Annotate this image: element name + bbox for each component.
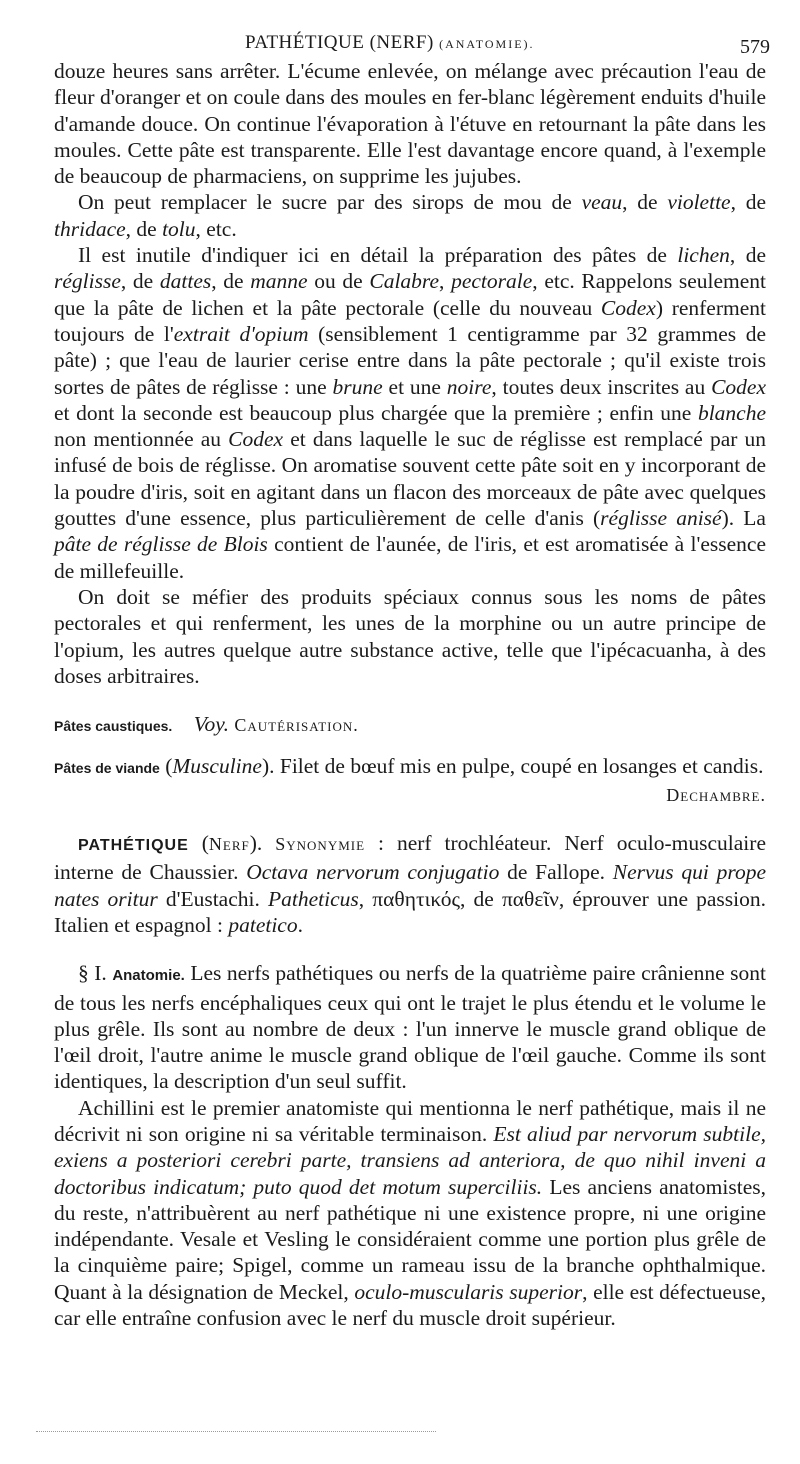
page-number: 579 (740, 36, 770, 58)
subentry-pates-viande (54, 753, 766, 781)
italic-term: Nervus qui prope nates oritur (54, 860, 766, 911)
italic-term: veau (581, 190, 623, 215)
running-title (245, 32, 535, 54)
text-run: , toutes deux inscrites au (491, 374, 712, 399)
text-run: , παθητικός, de παθεῖν, éprouver une passion. Italien et espagnol : (54, 886, 766, 937)
italic-term: dattes (159, 269, 212, 294)
text-run: , elle est défectueuse, car elle entraîne confusion avec le nerf du muscle droit supérieur. (54, 1279, 766, 1331)
italic-term: patetico (228, 912, 298, 937)
italic-term: Codex (228, 427, 284, 452)
italic-term: Codex (711, 374, 766, 399)
text-run: et dans laquelle le suc de réglisse est remplacé par un infusé de bois de réglisse. On aromatise souvent cette pâte soit en y incorporant de la poudre d'iris, soit en agitant dans un flacon des morceaux de pâte avec quelques gouttes d'une essence, plus particulièrement de celle d'anis ( (54, 427, 767, 531)
text-run: On peut remplacer le sucre par des sirops de mou de (78, 190, 582, 215)
text-run: Les nerfs pathétiques ou nerfs de la quatrième paire crânienne sont de tous les nerfs encéphaliques ceux qui ont le trajet le plus étendu et le volume le plus grêle. Ils sont au nombre de deux : l'un innerve le muscle grand oblique de l'œil droit, l'autre anime le muscle grand oblique de l'œil gauche. Comme ils sont identiques, la description d'un seul suffit. (54, 961, 766, 1094)
subentry-heading: Pâtes caustiques. (54, 718, 173, 735)
paragraph-achillini (54, 1095, 766, 1332)
italic-term: lichen (677, 243, 730, 268)
text-run: Filet de bœuf mis en pulpe, coupé en losanges et candis. (279, 754, 764, 779)
italic-term: blanche (697, 400, 766, 425)
bottom-dotted-rule (36, 1431, 436, 1433)
text-run: (sensiblement 1 centigramme par 32 grammes de pâte) ; que l'eau de laurier cerise entre dans la pâte pectorale ; qu'il existe trois sortes de pâtes de réglisse : une (54, 321, 766, 399)
text-run: et une (382, 374, 447, 399)
text-run: Les anciens anatomistes, du reste, n'attribuèrent au nerf pathétique ni une existence propre, ni une origine indépendante. Vesale et Vesling le considéraient comme une portion plus grêle de la cinquième paire; Spigel, comme un rameau issu de la branche ophthalmique. Quant à la désignation de Meckel, (54, 1174, 766, 1304)
running-header (60, 30, 770, 60)
text-run: . (297, 912, 303, 937)
italic-term: pâte de réglisse de Blois (54, 532, 268, 557)
text-run: ( (188, 831, 209, 856)
section-number: § I. (78, 961, 113, 986)
text-run: Il est inutile d'indiquer ici en détail la préparation des pâtes de (78, 243, 678, 268)
italic-term: Codex (600, 295, 656, 320)
text-run: ou de (307, 269, 370, 294)
italic-term: pectorale (451, 269, 533, 294)
entry-pathetique (54, 830, 766, 938)
see-also-label: Voy. (193, 712, 230, 737)
italic-term: extrait d'opium (173, 321, 309, 346)
italic-term: noire (446, 374, 492, 399)
text-run: , de (120, 269, 160, 294)
text-run: , de (730, 190, 767, 215)
author-signature: Dechambre. (666, 784, 766, 805)
text-run: , de (211, 269, 251, 294)
text-run: , de (729, 243, 766, 268)
text-run: ). (261, 754, 280, 779)
section-heading: Anatomie. (112, 967, 185, 985)
subentry-heading: Pâtes de viande (54, 760, 160, 777)
italic-term: Patheticus (268, 886, 359, 911)
text-run: ( (159, 754, 173, 779)
running-title-main: PATHÉTIQUE (NERF) (245, 32, 434, 53)
paragraph-pates-varietes (54, 242, 766, 584)
text-run: , etc. (195, 216, 237, 241)
text-run: Achillini est le premier anatomiste qui mentionna le nerf pathétique, mais il ne décrivit ni son origine ni sa véritable terminaison. (54, 1095, 766, 1146)
text-run: non mentionnée au (54, 427, 229, 452)
text-run: , de (125, 216, 163, 241)
text-run: et dont la seconde est beaucoup plus chargée que la première ; enfin une (54, 400, 698, 425)
synonymie-label: Synonymie (275, 834, 366, 855)
text-run: de Fallope. (499, 860, 613, 885)
italic-term: réglisse anisé (600, 506, 722, 531)
page-body (54, 58, 766, 1331)
italic-term: réglisse (54, 269, 121, 294)
cross-reference: Cautérisation. (234, 715, 359, 736)
paragraph-pate-preparation: douze heures sans arrêter. L'écume enlevée, on mélange avec précaution l'eau de fleur d'oranger et on coule dans des moules en fer-blanc légèrement enduits d'huile d'amande douce. On continue l'évaporation à l'étuve en retournant la pâte dans les moules. Cette pâte est transparente. Elle l'est davantage encore quand, à l'exemple de beaucoup de pharmaciens, on supprime les jujubes. (54, 59, 766, 189)
running-title-sub: (ANATOMIE). (439, 37, 535, 51)
italic-term: oculo-muscularis superior (354, 1279, 583, 1304)
italic-term: Musculine (172, 754, 262, 779)
text-run: , de (622, 190, 668, 215)
paragraph-mefiance: On doit se méfier des produits spéciaux connus sous les noms de pâtes pectorales et qui renferment, les unes de la morphine ou un autre principe de l'opium, les autres quelque autre substance active, telle que l'ipécacuanha, à des doses arbitraires. (54, 584, 766, 688)
text-run: , etc. Rappelons seulement que la pâte de lichen et la pâte pectorale (celle du nouveau (54, 269, 767, 320)
latin-quote: Est aliud par nervorum subtile, exiens a posteriori cerebri parte, transiens ad anteriora, de quo nihil inveni a doctoribus indicatum; puto quod det motum superciliis. (54, 1121, 766, 1199)
italic-term: Octava nervorum conjugatio (246, 860, 500, 885)
italic-term: thridace (54, 216, 126, 241)
section-anatomie (54, 960, 766, 1094)
text-run: , (439, 269, 452, 294)
entry-subheading: Nerf (208, 834, 250, 855)
text-run: ). La (721, 506, 766, 531)
text-run: ). (249, 831, 276, 856)
text-run: contient de l'aunée, de l'iris, et est aromatisée à l'essence de millefeuille. (54, 532, 767, 583)
text-run: d'Eustachi. (157, 886, 269, 911)
paragraph-sirops (54, 189, 766, 242)
text-run: ) renferment toujours de l' (54, 295, 766, 346)
italic-term: violette (667, 190, 731, 215)
italic-term: Calabre (369, 269, 440, 294)
italic-term: manne (250, 269, 308, 294)
italic-term: brune (332, 374, 383, 399)
italic-term: tolu (162, 216, 196, 241)
entry-heading: PATHÉTIQUE (78, 837, 189, 855)
text-run: : nerf trochléateur. Nerf oculo-musculaire interne de Chaussier. (54, 831, 766, 885)
subentry-pates-caustiques (54, 711, 766, 739)
